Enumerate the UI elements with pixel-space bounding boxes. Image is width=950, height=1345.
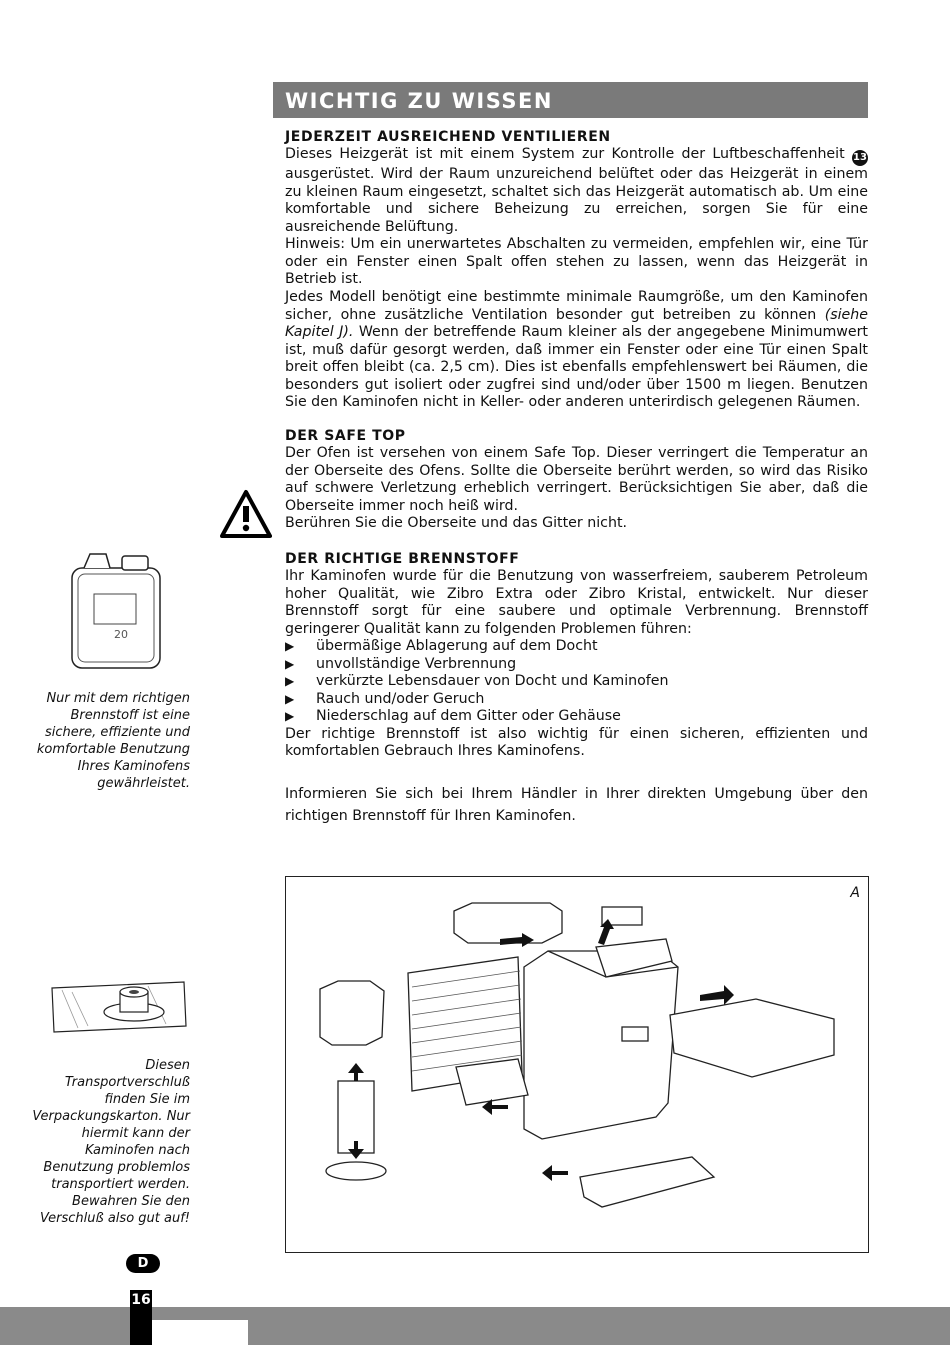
language-badge: D xyxy=(126,1254,160,1273)
jerrycan-illustration xyxy=(64,548,166,672)
section-ventilation xyxy=(285,129,868,289)
safe-top-paragraph-2: Berühren Sie die Oberseite und das Gitter nicht. xyxy=(285,515,628,531)
transport-cap-illustration xyxy=(48,978,190,1036)
section-header-bar xyxy=(273,82,868,118)
safe-top-paragraph-1: Der Ofen ist versehen von einem Safe Top. Dieser verringert die Temperatur an der Oberseite des Ofens. Sollte die Oberseite berührt werden, so wird das Risiko auf schwere Verletzung erheblich verringert. Berücksichtigen Sie aber, daß die Oberseite immer noch heiß wird. xyxy=(285,445,868,514)
warning-triangle-icon xyxy=(220,489,272,539)
reference-number-badge: 13 xyxy=(852,150,868,166)
jerrycan-volume-label: 20 xyxy=(114,628,128,641)
chapter-reference: (siehe Kapitel J). xyxy=(285,306,869,340)
fuel-heading: DER RICHTIGE BRENNSTOFF xyxy=(285,551,520,567)
footer-white-block xyxy=(152,1320,248,1345)
room-size-paragraph xyxy=(285,289,868,412)
page-number: 16 xyxy=(131,1292,151,1308)
section-safe-top xyxy=(285,428,868,533)
list-item: ▶ Niederschlag auf dem Gitter oder Gehäuse xyxy=(285,708,868,726)
list-item: ▶ unvollständige Verbrennung xyxy=(285,656,868,674)
exploded-view-figure xyxy=(285,876,869,1253)
list-item: ▶ übermäßige Ablagerung auf dem Docht xyxy=(285,638,868,656)
safe-top-heading: DER SAFE TOP xyxy=(285,428,406,444)
figure-letter: A xyxy=(850,885,860,901)
section-room-size xyxy=(285,289,868,412)
fuel-paragraph-3: Informieren Sie sich bei Ihrem Händler in Ihrer direkten Umgebung über den richtigen Brennstoff für Ihren Kaminofen. xyxy=(285,785,868,824)
fuel-paragraph-2: Der richtige Brennstoff ist also wichtig für einen sicheren, effizienten und komfortablen Gebrauch Ihres Kaminofens. xyxy=(285,725,868,759)
page-title: WICHTIG ZU WISSEN xyxy=(285,89,553,113)
fuel-caption: Nur mit dem richtigen Brennstoff ist eine sichere, effiziente und komfortable Benutzung Ihres Kaminofens gewährleistet. xyxy=(36,691,190,791)
list-item: ▶ verkürzte Lebensdauer von Docht und Kaminofen xyxy=(285,673,868,691)
list-item: ▶ Rauch und/oder Geruch xyxy=(285,691,868,709)
heater-exploded-drawing xyxy=(286,877,868,1252)
fuel-paragraph-1: Ihr Kaminofen wurde für die Benutzung von wasserfreiem, sauberem Petroleum hoher Qualität, wie Zibro Extra oder Zibro Kristal, entwickelt. Nur dieser Brennstoff sorgt für eine saubere und optimale Verbrennung. Brennstoff geringerer Qualität kann zu folgenden Problemen führen: xyxy=(285,568,868,637)
room-size-text: Jedes Modell benötigt eine bestimmte minimale Raumgröße, um den Kaminofen sicher, ohne zusätzliche Ventilation besonder gut betreiben zu können xyxy=(285,289,868,323)
room-size-text-2: Wenn der betreffende Raum kleiner als der angegebene Minimumwert ist, muß dafür gesorgt werden, daß immer ein Fenster oder eine Tür einen Spalt breit offen bleibt (ca. 2,5 cm). Dies ist ebenfalls empfehlenswert bei Räumen, die besonders gut isoliert oder zugfrei sind und/oder über 1500 m liegen. Benutzen Sie den Kaminofen nicht in Keller- oder anderen unterirdisch gelegenen Räumen. xyxy=(285,324,868,410)
ventilation-paragraph-1 xyxy=(285,146,868,236)
ventilation-heading: JEDERZEIT AUSREICHEND VENTILIEREN xyxy=(285,129,611,145)
ventilation-p1-text: Dieses Heizgerät ist mit einem System zur Kontrolle der Luftbeschaffenheit xyxy=(285,146,845,162)
transport-cap-caption: Diesen Transportverschluß finden Sie im Verpackungskarton. Nur hiermit kann der Kaminofen nach Benutzung problemlos transportiert werden. Bewahren Sie den Verschluß also gut auf! xyxy=(32,1058,190,1226)
ventilation-p1-text-2: ausgerüstet. Wird der Raum unzureichend belüftet oder das Heizgerät in einem zu kleinen Raum eingesetzt, schaltet sich das Heizgerät automatisch ab. Um eine komfortable und sichere Beheizung zu erreichen, sorgen Sie für eine ausreichende Belüftung. xyxy=(285,166,868,235)
fuel-problems-list xyxy=(285,638,868,726)
ventilation-paragraph-2: Hinweis: Um ein unerwartetes Abschalten zu vermeiden, empfehlen wir, eine Tür oder ein Fenster einen Spalt offen stehen zu lassen, wenn das Heizgerät in Betrieb ist. xyxy=(285,236,868,287)
section-fuel xyxy=(285,551,868,827)
